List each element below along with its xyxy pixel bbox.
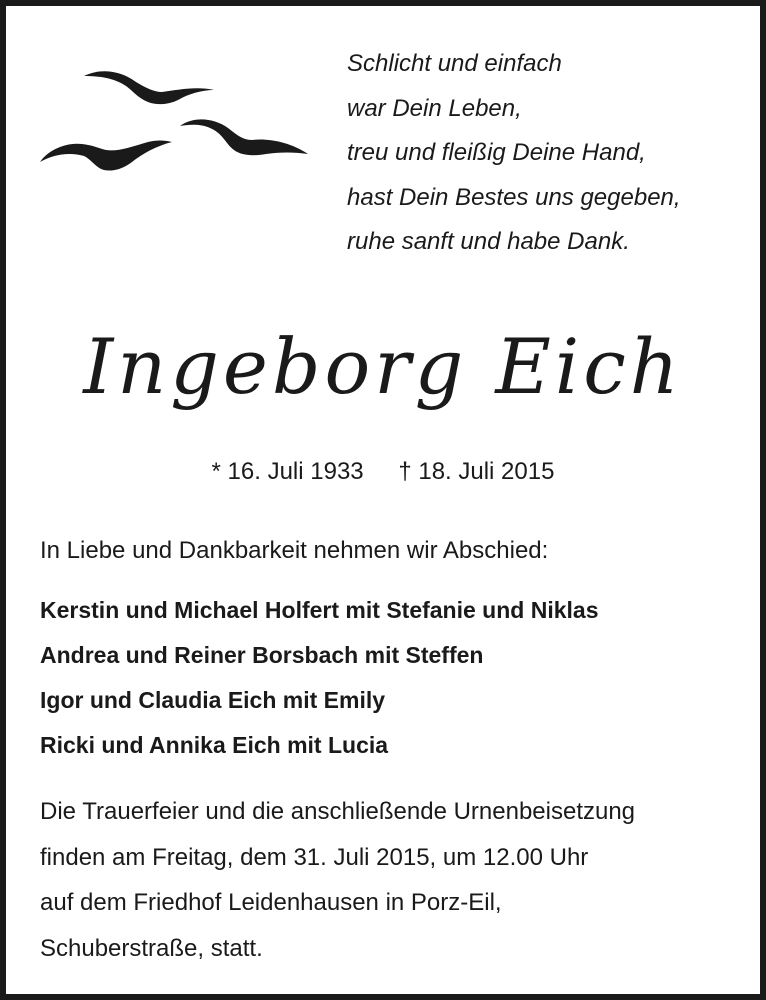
funeral-line: auf dem Friedhof Leidenhausen in Porz-Eil, <box>40 889 502 916</box>
farewell-intro: In Liebe und Dankbarkeit nehmen wir Abschied: <box>40 537 549 564</box>
poem-line: Schlicht und einfach <box>347 50 562 77</box>
poem-line: war Dein Leben, <box>347 94 522 122</box>
poem-line: hast Dein Bestes uns gegeben, <box>347 183 681 211</box>
poem-line: treu und fleißig Deine Hand, <box>347 139 646 166</box>
flying-birds-icon <box>38 66 313 181</box>
life-dates <box>0 458 766 486</box>
funeral-line: Die Trauerfeier und die anschließende Urnenbeisetzung <box>40 798 636 825</box>
mourner-entry: Kerstin und Michael Holfert mit Stefanie und Niklas <box>40 597 599 623</box>
funeral-line: Schuberstraße, statt. <box>40 934 263 962</box>
poem-line: ruhe sanft und habe Dank. <box>347 228 630 255</box>
birth-date: * 16. Juli 1933 <box>211 458 364 485</box>
funeral-line: finden am Freitag, dem 31. Juli 2015, um 12.00 Uhr <box>40 843 589 871</box>
mourner-entry: Ricki und Annika Eich mit Lucia <box>40 732 389 758</box>
bird-icon <box>40 141 172 171</box>
mourner-list <box>40 588 598 768</box>
mourner-entry: Andrea und Reiner Borsbach mit Steffen <box>40 642 484 668</box>
funeral-notice <box>40 789 635 971</box>
mourner-entry: Igor und Claudia Eich mit Emily <box>40 687 386 713</box>
death-date: † 18. Juli 2015 <box>398 458 555 485</box>
bird-icon <box>180 119 308 155</box>
deceased-name: Ingeborg Eich <box>83 322 683 411</box>
poem <box>347 42 747 265</box>
bird-icon <box>84 71 214 104</box>
